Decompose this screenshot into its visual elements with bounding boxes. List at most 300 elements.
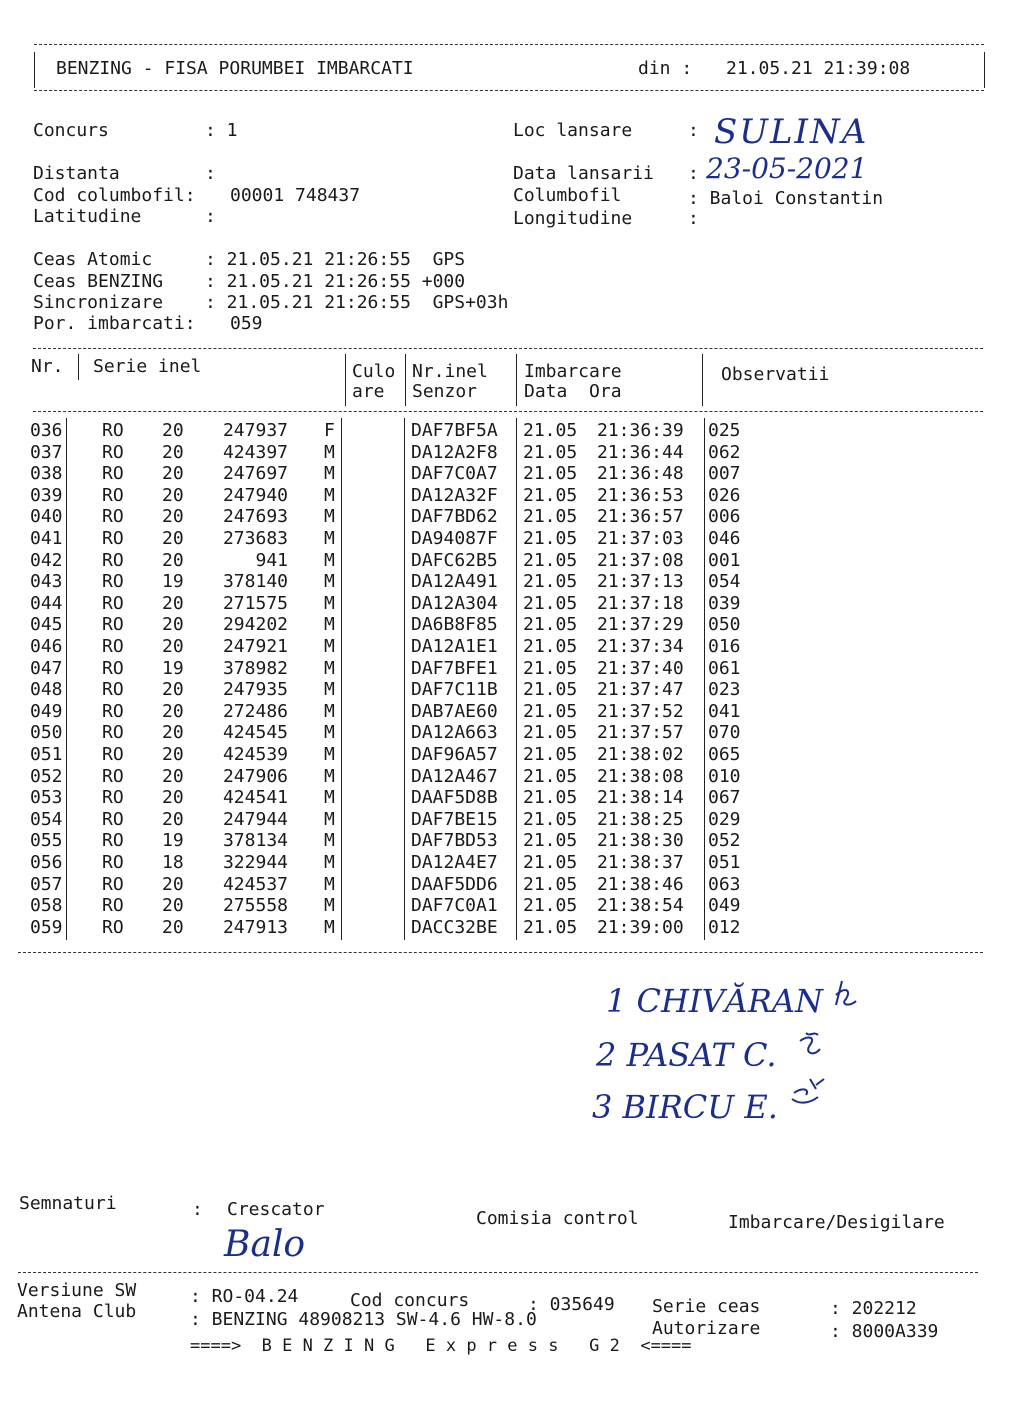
row-date: 21.05 xyxy=(523,830,578,852)
row-ring-number: 941 xyxy=(255,549,288,571)
table-vline-imbarcare-header xyxy=(702,354,703,406)
row-sex: M xyxy=(324,571,335,593)
table-bottom-border xyxy=(18,952,983,953)
table-top-border xyxy=(33,348,983,349)
row-nr: 036 xyxy=(30,420,63,441)
row-country: RO xyxy=(102,441,124,463)
table-row xyxy=(0,830,1000,852)
row-observatii: 067 xyxy=(708,787,741,809)
row-sex: M xyxy=(324,700,335,722)
row-observatii: 050 xyxy=(708,614,741,636)
row-ring-number: 247940 xyxy=(222,484,288,506)
row-year: 20 xyxy=(162,592,184,614)
row-sensor-id: DA12A467 xyxy=(411,765,498,787)
row-year: 20 xyxy=(162,722,184,744)
table-row xyxy=(0,766,1000,788)
table-row xyxy=(0,744,1000,766)
cod-columbofil-value: 00001 748437 xyxy=(230,185,361,206)
comisia-control-label: Comisia control xyxy=(476,1208,639,1229)
loc-lansare-label: Loc lansare xyxy=(513,120,633,141)
table-row xyxy=(0,895,1000,917)
row-ring-number: 424541 xyxy=(222,787,288,809)
table-header-divider xyxy=(33,411,983,412)
row-country: RO xyxy=(102,679,124,701)
row-sensor-id: DA94087F xyxy=(411,528,498,549)
row-time: 21:38:08 xyxy=(597,765,684,787)
row-date: 21.05 xyxy=(523,636,578,657)
table-row xyxy=(0,506,1000,528)
row-country: RO xyxy=(102,549,124,571)
row-observatii: 061 xyxy=(708,657,741,679)
row-sensor-id: DAF7C0A1 xyxy=(411,895,498,917)
row-date: 21.05 xyxy=(523,916,578,938)
row-sex: M xyxy=(324,484,335,506)
header-top-border xyxy=(34,44,984,45)
row-sensor-id: DAF7C11B xyxy=(411,679,498,701)
table-row xyxy=(0,593,1000,615)
row-country: RO xyxy=(102,528,124,549)
row-date: 21.05 xyxy=(523,787,578,809)
antena-club-label: Antena Club xyxy=(17,1301,137,1322)
row-ring-number: 247944 xyxy=(222,808,288,830)
row-sex: M xyxy=(324,830,335,852)
versiune-sw-value: : RO-04.24 xyxy=(190,1286,299,1307)
row-ring-number: 247693 xyxy=(222,506,288,528)
row-year: 19 xyxy=(162,657,184,679)
row-time: 21:37:29 xyxy=(597,614,684,636)
row-time: 21:37:18 xyxy=(597,592,684,614)
table-row xyxy=(0,722,1000,744)
handwritten-note-3: 3 BIRCU E. xyxy=(592,1088,778,1126)
row-year: 20 xyxy=(162,614,184,636)
row-nr: 048 xyxy=(30,679,63,701)
imbarcare-desigilare-label: Imbarcare/Desigilare xyxy=(728,1212,945,1233)
row-nr: 043 xyxy=(30,571,63,593)
row-ring-number: 271575 xyxy=(222,592,288,614)
row-observatii: 046 xyxy=(708,528,741,549)
row-time: 21:37:34 xyxy=(597,636,684,657)
table-row xyxy=(0,917,1000,939)
header-bottom-border xyxy=(34,90,984,91)
row-nr: 050 xyxy=(30,722,63,744)
row-ring-number: 247937 xyxy=(222,420,288,441)
table-row xyxy=(0,852,1000,874)
row-country: RO xyxy=(102,420,124,441)
row-nr: 056 xyxy=(30,852,63,873)
row-sensor-id: DA12A304 xyxy=(411,592,498,614)
row-date: 21.05 xyxy=(523,679,578,701)
distanta-value: : xyxy=(205,163,216,184)
row-year: 20 xyxy=(162,765,184,787)
row-country: RO xyxy=(102,657,124,679)
row-ring-number: 247906 xyxy=(222,765,288,787)
row-nr: 054 xyxy=(30,808,63,830)
table-row xyxy=(0,658,1000,680)
row-nr: 057 xyxy=(30,873,63,895)
row-nr: 055 xyxy=(30,830,63,852)
row-time: 21:38:30 xyxy=(597,830,684,852)
col-header-nr: Nr. xyxy=(31,356,64,377)
row-time: 21:36:44 xyxy=(597,441,684,463)
row-sex: M xyxy=(324,808,335,830)
row-date: 21.05 xyxy=(523,657,578,679)
col-header-culoare-1: Culo xyxy=(352,361,396,382)
row-country: RO xyxy=(102,592,124,614)
latitudine-label: Latitudine xyxy=(33,206,142,227)
row-nr: 052 xyxy=(30,765,63,787)
row-time: 21:36:48 xyxy=(597,463,684,485)
row-nr: 046 xyxy=(30,636,63,657)
table-row xyxy=(0,787,1000,809)
row-sex: M xyxy=(324,528,335,549)
row-nr: 053 xyxy=(30,787,63,809)
latitudine-value: : xyxy=(205,206,216,227)
row-year: 18 xyxy=(162,852,184,873)
row-nr: 041 xyxy=(30,528,63,549)
row-date: 21.05 xyxy=(523,873,578,895)
table-vline-culoare-header xyxy=(405,354,406,406)
columbofil-value: : Baloi Constantin xyxy=(688,188,884,209)
row-country: RO xyxy=(102,852,124,873)
row-year: 20 xyxy=(162,744,184,765)
col-header-nrinel-1: Nr.inel xyxy=(412,361,488,382)
din-value: 21.05.21 21:39:08 xyxy=(726,58,911,79)
row-year: 20 xyxy=(162,873,184,895)
row-year: 20 xyxy=(162,528,184,549)
col-header-imbarcare-2: Data Ora xyxy=(524,381,622,402)
row-time: 21:36:57 xyxy=(597,506,684,528)
row-ring-number: 378982 xyxy=(222,657,288,679)
row-year: 20 xyxy=(162,679,184,701)
row-time: 21:38:37 xyxy=(597,852,684,873)
row-observatii: 016 xyxy=(708,636,741,657)
row-sex: M xyxy=(324,765,335,787)
col-header-imbarcare-1: Imbarcare xyxy=(524,361,622,382)
sincronizare-value: : 21.05.21 21:26:55 GPS+03h xyxy=(205,292,509,313)
table-vline-serie-header xyxy=(345,354,346,406)
row-year: 20 xyxy=(162,916,184,938)
row-sex: M xyxy=(324,441,335,463)
row-sensor-id: DA12A4E7 xyxy=(411,852,498,873)
row-ring-number: 273683 xyxy=(222,528,288,549)
table-vline-senzor-header xyxy=(516,354,517,406)
row-nr: 058 xyxy=(30,895,63,917)
row-date: 21.05 xyxy=(523,506,578,528)
row-ring-number: 424545 xyxy=(222,722,288,744)
row-nr: 037 xyxy=(30,441,63,463)
row-sex: M xyxy=(324,852,335,873)
row-sensor-id: DA12A2F8 xyxy=(411,441,498,463)
longitudine-label: Longitudine xyxy=(513,208,633,229)
row-date: 21.05 xyxy=(523,700,578,722)
row-time: 21:37:40 xyxy=(597,657,684,679)
row-year: 20 xyxy=(162,441,184,463)
row-date: 21.05 xyxy=(523,549,578,571)
row-observatii: 041 xyxy=(708,700,741,722)
row-sex: M xyxy=(324,549,335,571)
handwritten-note-2: 2 PASAT C. xyxy=(596,1036,777,1074)
cod-columbofil-label: Cod columbofil: xyxy=(33,185,196,206)
handwritten-initials-marks xyxy=(780,975,860,1125)
row-time: 21:38:02 xyxy=(597,744,684,765)
row-sex: M xyxy=(324,873,335,895)
row-date: 21.05 xyxy=(523,420,578,441)
row-year: 20 xyxy=(162,787,184,809)
row-ring-number: 247913 xyxy=(222,916,288,938)
din-label: din : xyxy=(638,58,693,79)
autorizare-value: : 8000A339 xyxy=(830,1321,939,1342)
row-sensor-id: DACC32BE xyxy=(411,916,498,938)
col-header-nrinel-2: Senzor xyxy=(412,381,478,402)
row-date: 21.05 xyxy=(523,808,578,830)
row-sex: M xyxy=(324,463,335,485)
benzing-express-banner: ====> B E N Z I N G E x p r e s s G 2 <==== xyxy=(190,1336,692,1356)
row-sex: M xyxy=(324,722,335,744)
row-country: RO xyxy=(102,765,124,787)
table-vline-nr-header xyxy=(78,354,79,380)
porumbei-imbarcati-label: Por. imbarcati: xyxy=(33,313,196,334)
loc-lansare-colon: : xyxy=(688,120,699,141)
row-year: 20 xyxy=(162,506,184,528)
row-year: 20 xyxy=(162,895,184,917)
row-observatii: 025 xyxy=(708,420,741,441)
row-sensor-id: DAF96A57 xyxy=(411,744,498,765)
table-row xyxy=(0,679,1000,701)
serie-ceas-value: : 202212 xyxy=(830,1298,917,1319)
ceas-atomic-value: : 21.05.21 21:26:55 GPS xyxy=(205,249,466,270)
row-sensor-id: DA12A491 xyxy=(411,571,498,593)
row-sex: M xyxy=(324,636,335,657)
row-country: RO xyxy=(102,571,124,593)
row-observatii: 049 xyxy=(708,895,741,917)
row-time: 21:38:54 xyxy=(597,895,684,917)
crescator-signature: Balo xyxy=(224,1224,306,1265)
row-sensor-id: DAAF5DD6 xyxy=(411,873,498,895)
row-time: 21:38:14 xyxy=(597,787,684,809)
row-date: 21.05 xyxy=(523,528,578,549)
versiune-sw-label: Versiune SW xyxy=(17,1280,137,1301)
row-time: 21:37:57 xyxy=(597,722,684,744)
row-year: 20 xyxy=(162,700,184,722)
row-country: RO xyxy=(102,744,124,765)
row-year: 20 xyxy=(162,549,184,571)
row-sex: M xyxy=(324,895,335,917)
row-date: 21.05 xyxy=(523,484,578,506)
row-country: RO xyxy=(102,873,124,895)
row-ring-number: 322944 xyxy=(222,852,288,873)
row-nr: 038 xyxy=(30,463,63,485)
row-sensor-id: DAAF5D8B xyxy=(411,787,498,809)
row-sensor-id: DAF7BE15 xyxy=(411,808,498,830)
row-year: 20 xyxy=(162,636,184,657)
cod-concurs-value: : 035649 xyxy=(528,1294,615,1315)
concurs-value: : 1 xyxy=(205,120,238,141)
signature-divider xyxy=(18,1272,978,1273)
row-sex: M xyxy=(324,787,335,809)
row-sensor-id: DAFC62B5 xyxy=(411,549,498,571)
row-year: 20 xyxy=(162,420,184,441)
longitudine-value: : xyxy=(688,208,699,229)
row-country: RO xyxy=(102,506,124,528)
row-sensor-id: DAF7BF5A xyxy=(411,420,498,441)
row-observatii: 006 xyxy=(708,506,741,528)
semnaturi-colon: : xyxy=(192,1199,203,1220)
row-country: RO xyxy=(102,808,124,830)
row-year: 20 xyxy=(162,808,184,830)
row-time: 21:38:25 xyxy=(597,808,684,830)
row-country: RO xyxy=(102,636,124,657)
table-row xyxy=(0,701,1000,723)
header-right-border xyxy=(984,52,985,88)
row-ring-number: 272486 xyxy=(222,700,288,722)
row-sex: M xyxy=(324,592,335,614)
row-ring-number: 424397 xyxy=(222,441,288,463)
row-country: RO xyxy=(102,700,124,722)
data-lansarii-value: 23-05-2021 xyxy=(706,152,868,185)
row-time: 21:36:39 xyxy=(597,420,684,441)
row-nr: 045 xyxy=(30,614,63,636)
row-ring-number: 378134 xyxy=(222,830,288,852)
row-time: 21:37:52 xyxy=(597,700,684,722)
row-date: 21.05 xyxy=(523,571,578,593)
row-nr: 059 xyxy=(30,916,63,938)
concurs-label: Concurs xyxy=(33,120,109,141)
row-observatii: 023 xyxy=(708,679,741,701)
row-nr: 051 xyxy=(30,744,63,765)
row-sensor-id: DAF7BD62 xyxy=(411,506,498,528)
serie-ceas-label: Serie ceas xyxy=(652,1296,761,1317)
row-ring-number: 247921 xyxy=(222,636,288,657)
row-nr: 042 xyxy=(30,549,63,571)
row-year: 20 xyxy=(162,484,184,506)
table-row xyxy=(0,636,1000,658)
row-sex: M xyxy=(324,916,335,938)
row-observatii: 062 xyxy=(708,441,741,463)
ceas-benzing-value: : 21.05.21 21:26:55 +000 xyxy=(205,271,466,292)
row-observatii: 063 xyxy=(708,873,741,895)
row-time: 21:37:03 xyxy=(597,528,684,549)
table-row xyxy=(0,614,1000,636)
row-date: 21.05 xyxy=(523,463,578,485)
row-date: 21.05 xyxy=(523,765,578,787)
row-observatii: 039 xyxy=(708,592,741,614)
row-observatii: 070 xyxy=(708,722,741,744)
row-country: RO xyxy=(102,830,124,852)
row-observatii: 001 xyxy=(708,549,741,571)
row-sensor-id: DA6B8F85 xyxy=(411,614,498,636)
row-country: RO xyxy=(102,484,124,506)
row-sex: M xyxy=(324,657,335,679)
row-sex: F xyxy=(324,420,335,441)
row-sensor-id: DAF7BD53 xyxy=(411,830,498,852)
cod-concurs-label: Cod concurs xyxy=(350,1290,470,1311)
row-date: 21.05 xyxy=(523,744,578,765)
row-country: RO xyxy=(102,463,124,485)
table-row xyxy=(0,442,1000,464)
row-ring-number: 275558 xyxy=(222,895,288,917)
data-lansarii-colon: : xyxy=(688,163,699,184)
ceas-atomic-label: Ceas Atomic xyxy=(33,249,153,270)
table-row xyxy=(0,528,1000,550)
handwritten-note-1: 1 CHIVĂRAN xyxy=(606,982,823,1020)
row-year: 19 xyxy=(162,571,184,593)
row-country: RO xyxy=(102,614,124,636)
table-row xyxy=(0,809,1000,831)
table-row xyxy=(0,571,1000,593)
porumbei-imbarcati-value: 059 xyxy=(230,313,263,334)
row-ring-number: 424539 xyxy=(222,744,288,765)
row-date: 21.05 xyxy=(523,895,578,917)
semnaturi-label: Semnaturi xyxy=(19,1193,117,1214)
autorizare-label: Autorizare xyxy=(652,1318,761,1339)
row-ring-number: 378140 xyxy=(222,571,288,593)
col-header-serie: Serie inel xyxy=(93,356,202,377)
crescator-label: Crescator xyxy=(227,1199,325,1220)
table-row xyxy=(0,463,1000,485)
table-row xyxy=(0,485,1000,507)
row-date: 21.05 xyxy=(523,722,578,744)
row-nr: 044 xyxy=(30,592,63,614)
row-country: RO xyxy=(102,787,124,809)
row-time: 21:38:46 xyxy=(597,873,684,895)
row-sensor-id: DAF7C0A7 xyxy=(411,463,498,485)
row-observatii: 026 xyxy=(708,484,741,506)
row-date: 21.05 xyxy=(523,592,578,614)
row-date: 21.05 xyxy=(523,441,578,463)
row-sex: M xyxy=(324,679,335,701)
row-nr: 040 xyxy=(30,506,63,528)
table-row xyxy=(0,420,1000,442)
row-time: 21:37:13 xyxy=(597,571,684,593)
col-header-culoare-2: are xyxy=(352,381,385,402)
document-title: BENZING - FISA PORUMBEI IMBARCATI xyxy=(56,58,414,79)
row-observatii: 007 xyxy=(708,463,741,485)
row-sensor-id: DAB7AE60 xyxy=(411,700,498,722)
data-lansarii-label: Data lansarii xyxy=(513,163,654,184)
antena-club-value: : BENZING 48908213 SW-4.6 HW-8.0 xyxy=(190,1309,537,1330)
distanta-label: Distanta xyxy=(33,163,120,184)
row-sensor-id: DA12A32F xyxy=(411,484,498,506)
row-ring-number: 247935 xyxy=(222,679,288,701)
row-observatii: 054 xyxy=(708,571,741,593)
row-country: RO xyxy=(102,916,124,938)
row-observatii: 012 xyxy=(708,916,741,938)
col-header-observatii: Observatii xyxy=(721,364,830,385)
row-date: 21.05 xyxy=(523,614,578,636)
row-sex: M xyxy=(324,614,335,636)
row-observatii: 052 xyxy=(708,830,741,852)
row-nr: 039 xyxy=(30,484,63,506)
row-time: 21:37:08 xyxy=(597,549,684,571)
row-sensor-id: DA12A663 xyxy=(411,722,498,744)
row-year: 19 xyxy=(162,830,184,852)
row-country: RO xyxy=(102,722,124,744)
row-observatii: 029 xyxy=(708,808,741,830)
row-time: 21:36:53 xyxy=(597,484,684,506)
loc-lansare-value: SULINA xyxy=(714,112,869,152)
row-year: 20 xyxy=(162,463,184,485)
row-country: RO xyxy=(102,895,124,917)
row-ring-number: 247697 xyxy=(222,463,288,485)
row-ring-number: 294202 xyxy=(222,614,288,636)
ceas-benzing-label: Ceas BENZING xyxy=(33,271,164,292)
row-nr: 047 xyxy=(30,657,63,679)
row-time: 21:39:00 xyxy=(597,916,684,938)
table-row xyxy=(0,550,1000,572)
row-time: 21:37:47 xyxy=(597,679,684,701)
row-nr: 049 xyxy=(30,700,63,722)
row-observatii: 010 xyxy=(708,765,741,787)
